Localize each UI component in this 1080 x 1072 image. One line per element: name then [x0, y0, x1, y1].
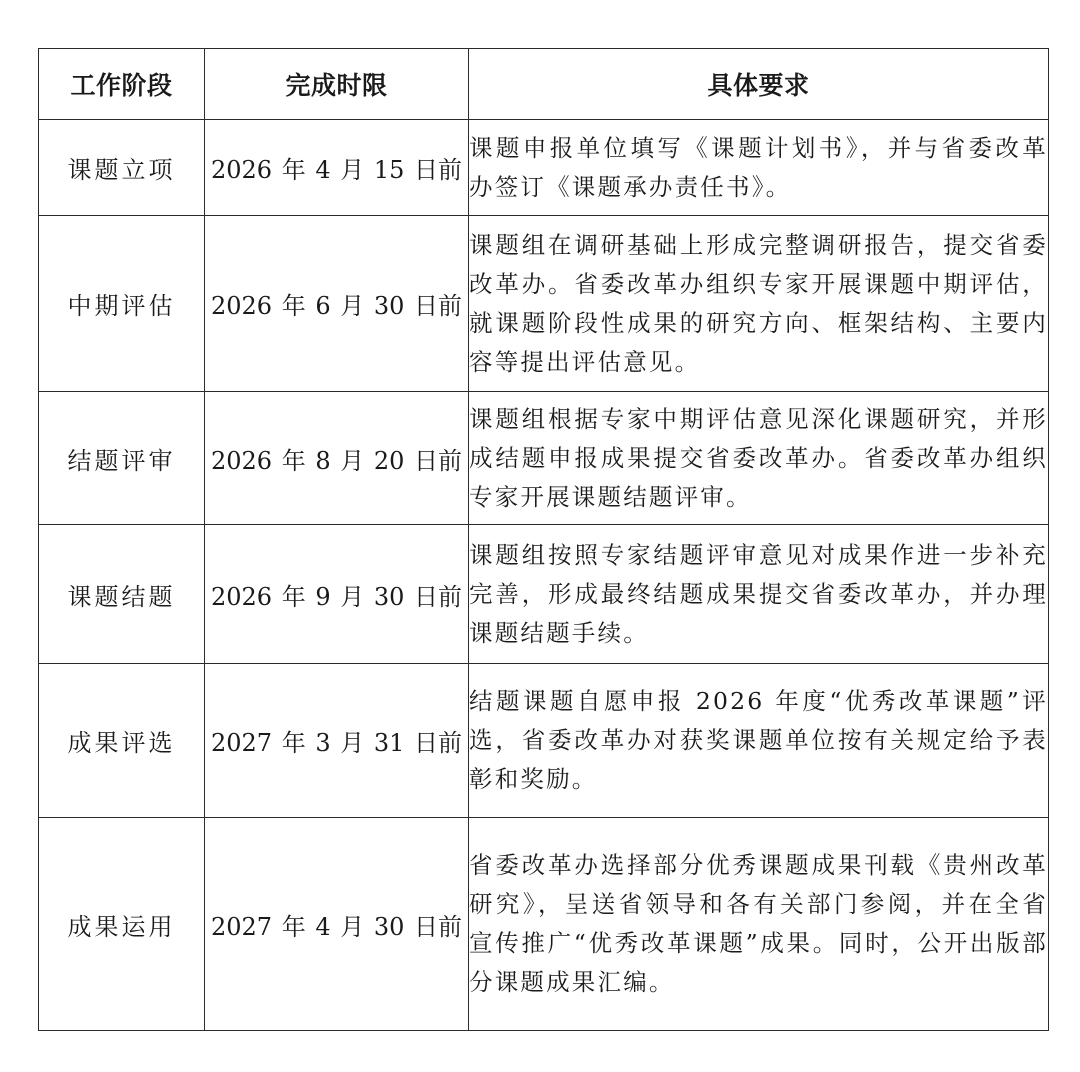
- table-row: [39, 525, 1049, 664]
- deadline-cell: 2027 年 4 月 30 日前: [205, 818, 469, 1031]
- requirements-cell: 课题组按照专家结题评审意见对成果作进一步补充完善，形成最终结题成果提交省委改革办，并办理课题结题手续。: [469, 525, 1049, 664]
- table-row: [39, 216, 1049, 392]
- header-requirements: 具体要求: [469, 49, 1049, 120]
- deadline-cell: 2026 年 9 月 30 日前: [205, 525, 469, 664]
- header-stage: 工作阶段: [39, 49, 205, 120]
- requirements-cell: 课题申报单位填写《课题计划书》，并与省委改革办签订《课题承办责任书》。: [469, 120, 1049, 216]
- stage-cell: 课题结题: [39, 525, 205, 664]
- schedule-table: [38, 48, 1049, 1031]
- deadline-cell: 2026 年 4 月 15 日前: [205, 120, 469, 216]
- stage-cell: 课题立项: [39, 120, 205, 216]
- deadline-cell: 2026 年 6 月 30 日前: [205, 216, 469, 392]
- table-row: [39, 818, 1049, 1031]
- stage-cell: 成果评选: [39, 664, 205, 818]
- header-deadline: 完成时限: [205, 49, 469, 120]
- requirements-cell: 课题组根据专家中期评估意见深化课题研究，并形成结题申报成果提交省委改革办。省委改革办组织专家开展课题结题评审。: [469, 392, 1049, 525]
- deadline-cell: 2027 年 3 月 31 日前: [205, 664, 469, 818]
- requirements-cell: 结题课题自愿申报 2026 年度“优秀改革课题”评选，省委改革办对获奖课题单位按有关规定给予表彰和奖励。: [469, 664, 1049, 818]
- table-row: [39, 664, 1049, 818]
- stage-cell: 中期评估: [39, 216, 205, 392]
- requirements-cell: 课题组在调研基础上形成完整调研报告，提交省委改革办。省委改革办组织专家开展课题中期评估，就课题阶段性成果的研究方向、框架结构、主要内容等提出评估意见。: [469, 216, 1049, 392]
- stage-cell: 结题评审: [39, 392, 205, 525]
- requirements-cell: 省委改革办选择部分优秀课题成果刊载《贵州改革研究》，呈送省领导和各有关部门参阅，并在全省宣传推广“优秀改革课题”成果。同时，公开出版部分课题成果汇编。: [469, 818, 1049, 1031]
- header-row: [39, 49, 1049, 120]
- deadline-cell: 2026 年 8 月 20 日前: [205, 392, 469, 525]
- stage-cell: 成果运用: [39, 818, 205, 1031]
- table-row: [39, 120, 1049, 216]
- table-row: [39, 392, 1049, 525]
